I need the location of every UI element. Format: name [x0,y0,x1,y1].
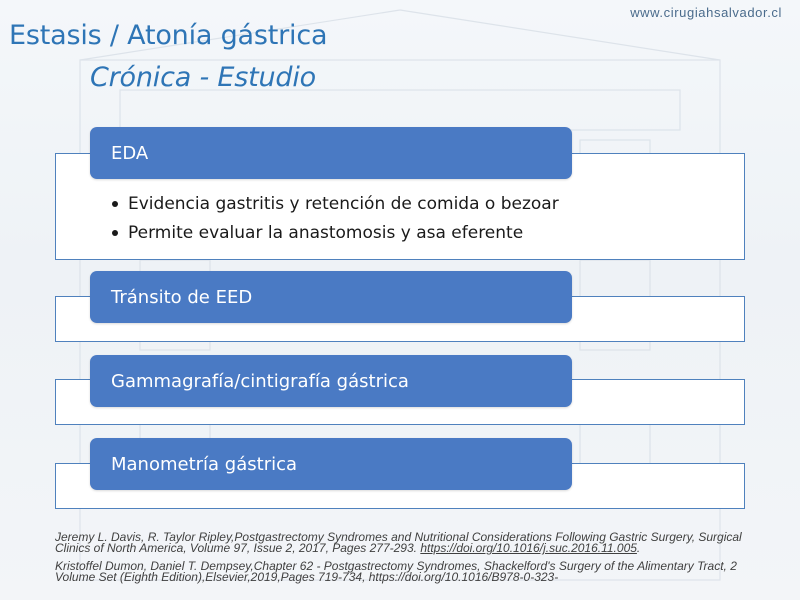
reference-doi-suffix: . [636,541,641,555]
section-header-eda [90,127,572,179]
reference-item [55,532,755,554]
bullet-list-eda [110,191,559,249]
bullet-item: Evidencia gastritis y retención de comida o bezoar [110,191,559,220]
reference-doi-link[interactable]: https://doi.org/10.1016/j.suc.2016.11.005 [420,541,637,555]
section-label: Tránsito de EED [111,286,253,308]
reference-text: Jeremy L. Davis, R. Taylor Ripley,Postgastrectomy Syndromes and Nutritional Considerations Following Gastric Surgery, Surgical Clinics of North America, Volume 97, Issue 2, 2017, Pages 277-293. [55,530,742,555]
references [55,532,755,590]
section-header-transito [90,271,572,323]
site-url: www.cirugiahsalvador.cl [630,5,782,20]
slide-title: Estasis / Atonía gástrica [9,20,328,51]
section-label: Gammagrafía/cintigrafía gástrica [111,370,409,392]
section-header-manometria [90,438,572,490]
reference-item [55,561,755,583]
section-label: Manometría gástrica [111,453,298,475]
section-header-gammagrafia [90,355,572,407]
reference-text: Kristoffel Dumon, Daniel T. Dempsey,Chapter 62 - Postgastrectomy Syndromes, Shackelford's Surgery of the Alimentary Tract, 2 Volume Set (Eighth Edition),Elsevier,2019,Pages 719-734, https://doi.org/10.1016/B978-0-323- [55,559,737,584]
section-label: EDA [111,142,149,164]
bullet-item: Permite evaluar la anastomosis y asa eferente [110,220,559,249]
slide-subtitle: Crónica - Estudio [90,62,316,93]
